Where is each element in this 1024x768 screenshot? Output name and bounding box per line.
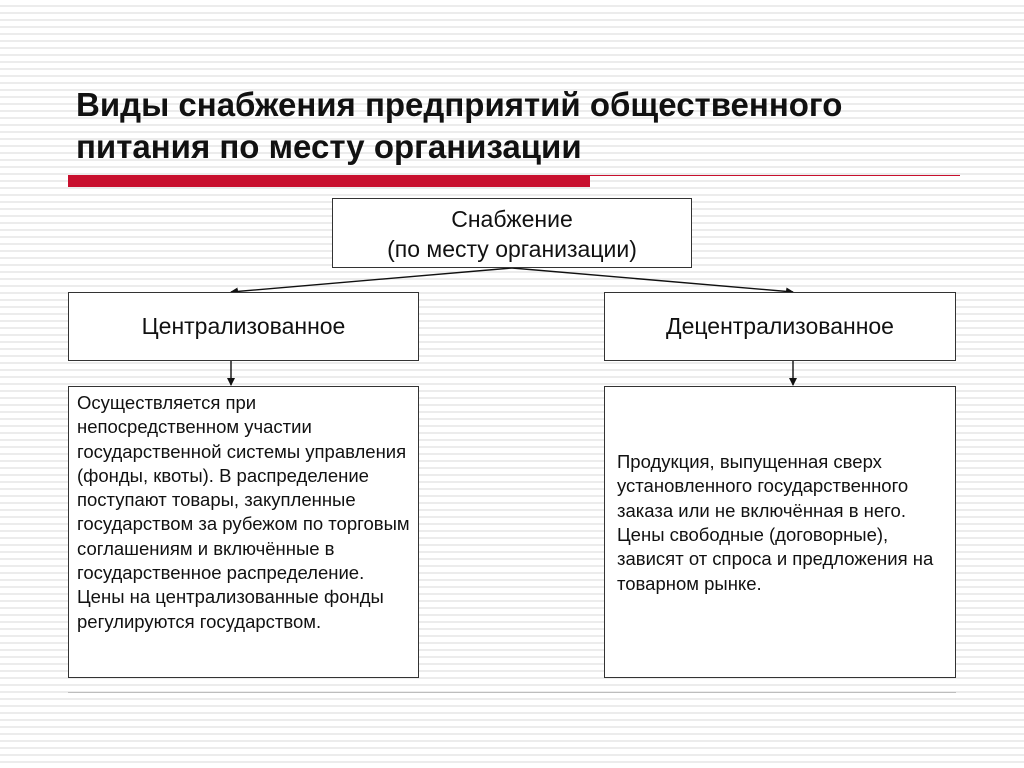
description-text-centralized: Осуществляется при непосредственном участии государственной системы управления (фонды, квоты). В распределение поступают товары, закупленные государством за рубежом по торговым соглашениям и включённые в государственное распределение. Цены на централизованные фонды регулируются государством. — [77, 392, 410, 632]
description-node-centralized — [68, 386, 419, 678]
description-node-decentralized — [604, 386, 956, 678]
category-label-centralized: Централизованное — [141, 313, 346, 339]
root-node-line-2: (по месту организации) — [387, 236, 637, 262]
root-node-supply — [332, 198, 692, 268]
category-node-decentralized — [604, 292, 956, 361]
title-accent-line — [590, 175, 960, 176]
title-line-2: питания по месту организации — [76, 128, 582, 165]
bottom-rule — [68, 692, 956, 693]
category-node-centralized — [68, 292, 419, 361]
arrow-root-to-decentralized — [512, 268, 793, 292]
description-text-decentralized: Продукция, выпущенная сверх установленного государственного заказа или не включённая в него. Цены свободные (договорные), зависят от спроса и предложения на товарном рынке. — [617, 451, 934, 594]
title-accent-bar — [68, 175, 590, 187]
arrow-root-to-centralized — [231, 268, 512, 292]
category-label-decentralized: Децентрализованное — [666, 313, 894, 339]
root-node-line-1: Снабжение — [451, 206, 573, 232]
title-line-1: Виды снабжения предприятий общественного — [76, 86, 843, 123]
slide-title — [76, 84, 976, 168]
